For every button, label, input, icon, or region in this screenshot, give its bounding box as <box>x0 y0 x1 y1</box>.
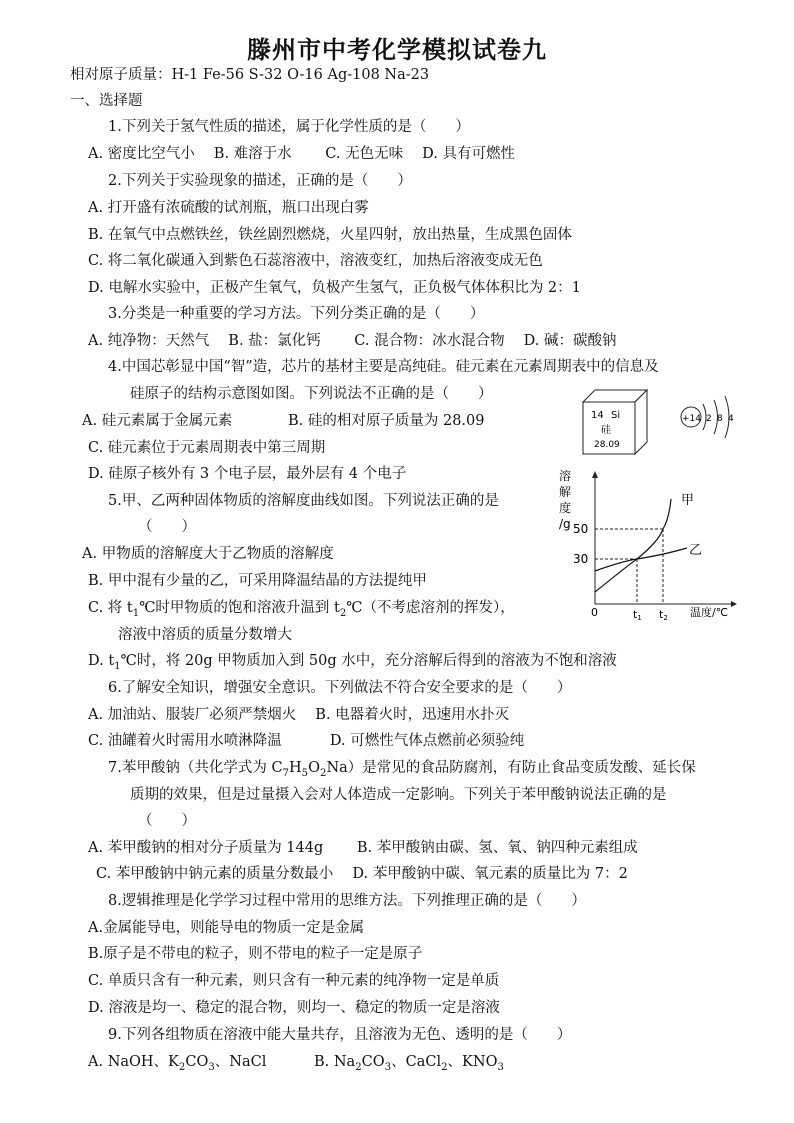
series-label-2: 乙 <box>689 543 703 558</box>
y-label-2: 解 <box>559 485 572 499</box>
silicon-figure <box>575 382 745 462</box>
q4-stem-line2: 硅原子的结构示意图如图。下列说法不正确的是（ ） <box>130 386 493 402</box>
q2-option-b: B. 在氧气中点燃铁丝，铁丝剧烈燃烧，火星四射，放出热量，生成黑色固体 <box>88 227 572 243</box>
nucleus-charge: +14 <box>682 414 701 424</box>
q5-option-d: D. $t_1℃$时，将 20g 甲物质加入到 50g 水中，充分溶解后得到的溶液为不饱和溶液 <box>88 653 617 672</box>
element-name: 硅 <box>601 425 611 436</box>
q8-option-b: B.原子是不带电的粒子，则不带电的粒子一定是原子 <box>88 946 423 962</box>
q9-option-a: A. NaOH、$K_2CO_3$、NaCl <box>88 1054 267 1073</box>
y-tick-label-50: 50 <box>573 522 589 536</box>
q2-option-d: D. 电解水实验中，正极产生氧气，负极产生氢气，正负极气体体积比为 2：1 <box>88 280 581 296</box>
element-number: 14 <box>591 410 604 421</box>
q8-option-c: C. 单质只含有一种元素，则只含有一种元素的纯净物一定是单质 <box>88 973 500 989</box>
q5-stem-line2: （ ） <box>138 519 196 535</box>
element-cell <box>583 390 647 454</box>
section-heading: 一、选择题 <box>70 93 143 109</box>
q6-options-ab: A. 加油站、服装厂必须严禁烟火 B. 电器着火时，迅速用水扑灭 <box>88 707 510 723</box>
q8-option-d: D. 溶液是均一、稳定的混合物，则均一、稳定的物质一定是溶液 <box>88 1000 500 1016</box>
atom-structure <box>681 396 734 438</box>
q4-stem-line1: 4.中国芯彰显中国“智”造，芯片的基材主要是高纯硅。硅元素在元素周期表中的信息及 <box>108 359 659 375</box>
q8-stem: 8.逻辑推理是化学学习过程中常用的思维方法。下列推理正确的是（ ） <box>108 893 586 909</box>
q6-stem: 6.了解安全知识，增强安全意识。下列做法不符合安全要求的是（ ） <box>108 680 572 696</box>
series-curve-1 <box>595 499 671 592</box>
q1-stem: 1.下列关于氢气性质的描述，属于化学性质的是（ ） <box>108 119 470 135</box>
q4-option-c: C. 硅元素位于元素周期表中第三周期 <box>88 440 326 456</box>
q5-stem-line1: 5.甲、乙两种固体物质的溶解度曲线如图。下列说法正确的是 <box>108 493 499 509</box>
shell-3-count: 4 <box>728 414 734 424</box>
q9-stem: 9.下列各组物质在溶液中能大量共存，且溶液为无色、透明的是（ ） <box>108 1027 572 1043</box>
x-tick-label-t1: t1 <box>633 608 642 622</box>
origin-label: 0 <box>591 606 598 619</box>
q9-option-b: B. $Na_2CO_3$、CaCl$_2$、$KNO_3$ <box>314 1054 504 1073</box>
q7-stem-line3: （ ） <box>138 813 196 829</box>
q3-stem: 3.分类是一种重要的学习方法。下列分类正确的是（ ） <box>108 306 485 322</box>
q5-option-c: C. 将 $t_1℃$时甲物质的饱和溶液升温到 $t_2℃$（不考虑溶剂的挥发）， <box>88 600 515 619</box>
atomic-masses: 相对原子质量：H-1 Fe-56 S-32 O-16 Ag-108 Na-23 <box>70 67 430 83</box>
shell-1-count: 2 <box>706 414 712 424</box>
q7-stem-line1: 7.苯甲酸钠（共化学式为 $C_7H_5O_2Na$）是常见的食品防腐剂，有防止食品变质发酸、延长保 <box>108 760 696 779</box>
x-tick-label-t2: t2 <box>659 608 668 622</box>
q4-option-b: B. 硅的相对原子质量为 28.09 <box>288 413 485 429</box>
q3-options: A. 纯净物：天然气 B. 盐：氯化钙 C. 混合物：冰水混合物 D. 碱：碳酸钠 <box>88 333 617 349</box>
q4-option-d: D. 硅原子核外有 3 个电子层，最外层有 4 个电子 <box>88 466 407 482</box>
series-curve-2 <box>595 548 687 571</box>
element-symbol: Si <box>611 410 621 421</box>
q5-option-b: B. 甲中混有少量的乙，可采用降温结晶的方法提纯甲 <box>88 573 427 589</box>
solubility-chart <box>555 466 745 626</box>
page-title: 滕州市中考化学模拟试卷九 <box>247 36 547 64</box>
q7-stem-line2: 质期的效果，但是过量摄入会对人体造成一定影响。下列关于苯甲酸钠说法正确的是 <box>130 787 667 803</box>
q2-stem: 2.下列关于实验现象的描述，正确的是（ ） <box>108 173 412 189</box>
q1-options: A. 密度比空气小 B. 难溶于水 C. 无色无味 D. 具有可燃性 <box>88 146 516 162</box>
y-label-3: 度 <box>559 501 572 515</box>
q7-options-cd: C. 苯甲酸钠中钠元素的质量分数最小 D. 苯甲酸钠中碳、氧元素的质量比为 7：2 <box>96 866 628 882</box>
y-label-4: /g <box>559 517 571 531</box>
series-label-1: 甲 <box>681 493 695 508</box>
y-tick-label-30: 30 <box>573 552 589 566</box>
q4-option-a: A. 硅元素属于金属元素 <box>82 413 233 429</box>
q2-option-c: C. 将二氧化碳通入到紫色石蕊溶液中，溶液变红，加热后溶液变成无色 <box>88 253 543 269</box>
q5-option-c-cont: 溶液中溶质的质量分数增大 <box>118 627 292 643</box>
y-label-1: 溶 <box>559 469 572 483</box>
q5-option-a: A. 甲物质的溶解度大于乙物质的溶解度 <box>82 546 334 562</box>
x-axis-arrow <box>731 601 737 607</box>
shell-2-count: 8 <box>717 414 723 424</box>
y-axis-arrow <box>592 471 598 478</box>
q8-option-a: A.金属能导电，则能导电的物质一定是金属 <box>88 920 365 936</box>
q7-options-ab: A. 苯甲酸钠的相对分子质量为 144g B. 苯甲酸钠由碳、氢、氧、钠四种元素组成 <box>88 840 638 856</box>
element-mass: 28.09 <box>594 440 620 450</box>
q6-options-cd: C. 油罐着火时需用水喷淋降温 D. 可燃性气体点燃前必须验纯 <box>88 733 525 749</box>
q2-option-a: A. 打开盛有浓硫酸的试剂瓶，瓶口出现白雾 <box>88 200 369 216</box>
x-axis-label: 温度/℃ <box>690 606 729 619</box>
